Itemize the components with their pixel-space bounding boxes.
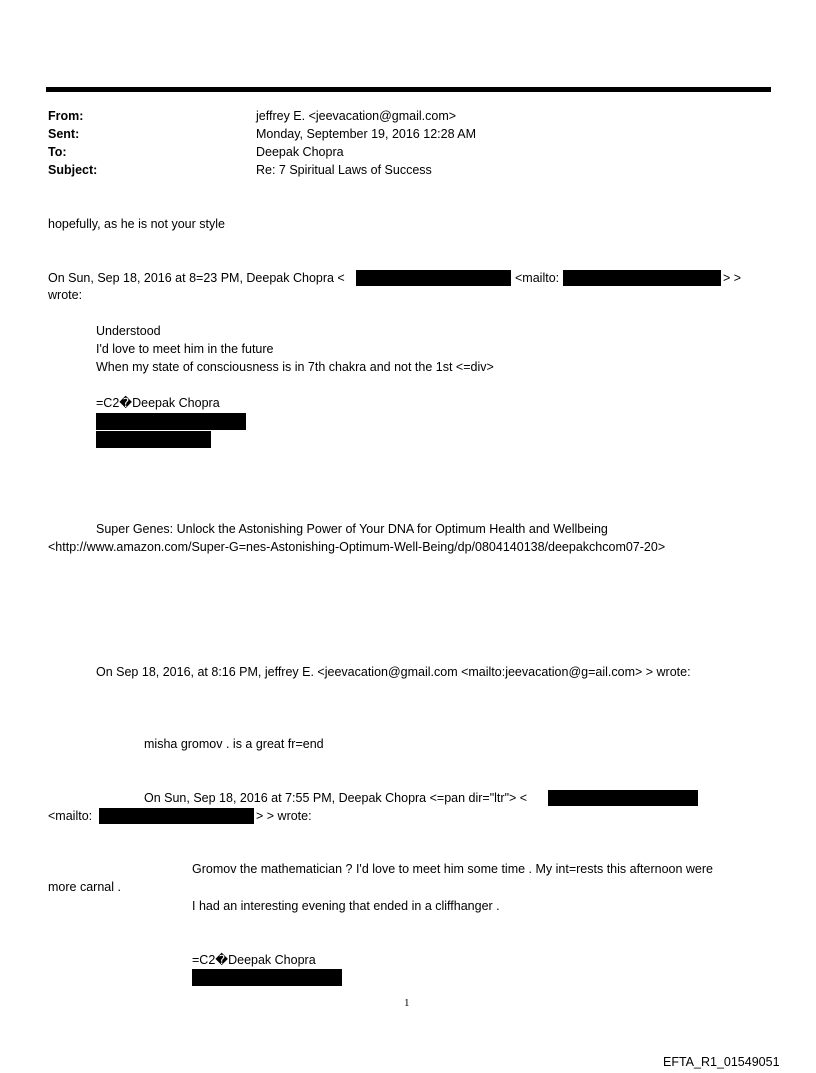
document-id: EFTA_R1_01549051 (663, 1055, 780, 1069)
to-value: Deepak Chopra (256, 145, 344, 159)
quote1-intro-mailto: <mailto: (515, 271, 560, 285)
subject-value: Re: 7 Spiritual Laws of Success (256, 163, 432, 177)
redaction-mailto-2 (99, 808, 254, 824)
page-number: 1 (404, 997, 410, 1009)
subject-label: Subject: (48, 163, 98, 177)
to-label: To: (48, 145, 67, 159)
quote3-intro-end: > > wrote: (256, 809, 312, 823)
redaction-mailto (563, 270, 721, 286)
q3-line2: I had an interesting evening that ended in a cliffhanger . (192, 899, 500, 913)
from-value: jeffrey E. <jeevacation@gmail.com> (256, 109, 457, 123)
quote3-intro-mailto: <mailto: (48, 809, 93, 823)
book-title: Super Genes: Unlock the Astonishing Power of Your DNA for Optimum Health and Wellbeing (96, 522, 608, 536)
q1-signature: =C2�Deepak Chopra (96, 396, 220, 410)
quote1-intro-end: > > (723, 271, 742, 285)
redaction-signature-3 (192, 969, 342, 986)
q3-line1-cont: more carnal . (48, 880, 121, 894)
redaction-email-2 (548, 790, 698, 806)
redaction-signature-line2 (96, 431, 211, 448)
sent-label: Sent: (48, 127, 80, 141)
quote1-intro-start: On Sun, Sep 18, 2016 at 8=23 PM, Deepak Chopra < (48, 271, 345, 285)
q2-line1: misha gromov . is a great fr=end (144, 737, 324, 751)
q3-line1: Gromov the mathematician ? I'd love to meet him some time . My int=rests this afternoon were (192, 862, 714, 876)
q1-line1: Understood (96, 324, 161, 338)
quote1-intro-wrote: wrote: (48, 288, 83, 302)
quote3-intro-start: On Sun, Sep 18, 2016 at 7:55 PM, Deepak Chopra <=pan dir="ltr"> < (144, 791, 528, 805)
header-rule (46, 87, 771, 92)
redaction-signature-line1 (96, 413, 246, 430)
quote2-intro: On Sep 18, 2016, at 8:16 PM, jeffrey E. <jeevacation@gmail.com <mailto:jeevacation@g=ail.com> > wrote: (96, 665, 691, 679)
sent-value: Monday, September 19, 2016 12:28 AM (256, 127, 477, 141)
redaction-email (356, 270, 511, 286)
q1-line2: I'd love to meet him in the future (96, 342, 274, 356)
book-link[interactable]: <http://www.amazon.com/Super-G=nes-Astonishing-Optimum-Well-Being/dp/0804140138/deepakchcom07-20> (48, 540, 666, 554)
from-label: From: (48, 109, 84, 123)
reply-text: hopefully, as he is not your style (48, 217, 225, 231)
q3-signature: =C2�Deepak Chopra (192, 953, 316, 967)
q1-line3: When my state of consciousness is in 7th chakra and not the 1st <=div> (96, 360, 494, 374)
